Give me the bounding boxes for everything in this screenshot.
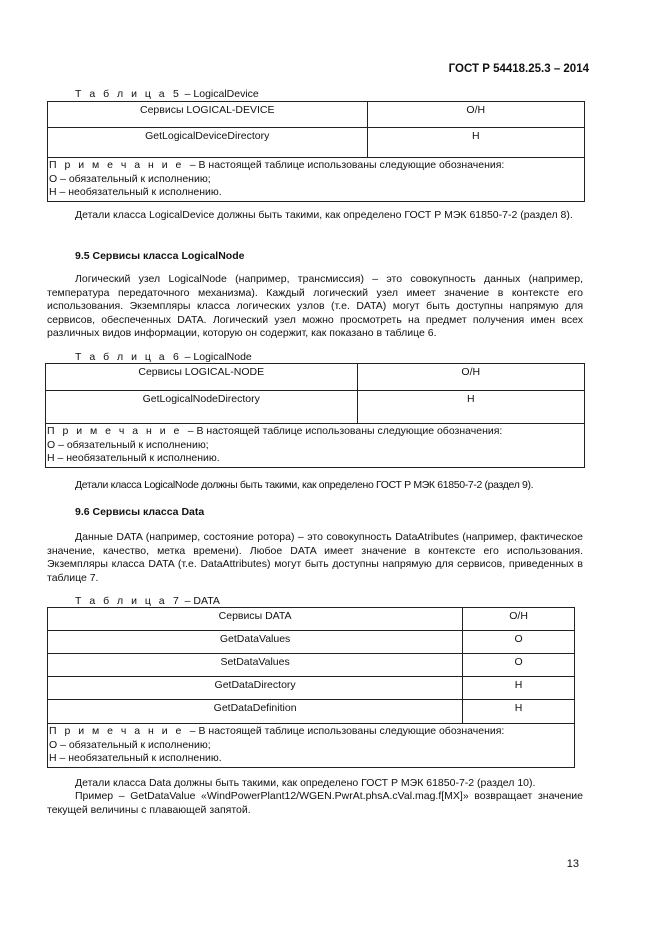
table-7 — [47, 607, 575, 768]
column-header-services: Сервисы LOGICAL-NODE — [46, 364, 358, 391]
note-optional: Н – необязательный к исполнению. — [49, 186, 222, 198]
oh-cell: Н — [463, 700, 575, 724]
service-cell: GetDataValues — [48, 631, 463, 654]
note-mandatory: О – обязательный к исполнению; — [49, 172, 211, 185]
note-optional: Н – необязательный к исполнению. — [49, 752, 222, 764]
note-text: – В настоящей таблице использованы следующие обозначения: — [183, 725, 505, 737]
page-number: 13 — [566, 858, 579, 870]
note-mandatory: О – обязательный к исполнению; — [49, 738, 211, 751]
table-note — [48, 158, 585, 202]
paragraph: Детали класса LogicalNode должны быть такими, как определено ГОСТ Р МЭК 61850-7-2 (раздел 9). — [75, 479, 534, 491]
table-row — [48, 128, 585, 158]
note-word: П р и м е ч а н и е — [47, 425, 182, 437]
table-row — [48, 654, 575, 677]
table-row — [46, 391, 585, 424]
table-6-caption — [75, 351, 252, 363]
table-6 — [45, 363, 585, 468]
paragraph: Логический узел LogicalNode (например, трансмиссия) – это совокупность данных (например, температура передаточного механизма). Каждый логический узел имеет значение в контексте его использования. Экземпляры класса логических узлов (т.е. DATA) могут быть доступны напрямую для сервисов, обеспеченных DATA. Логический узел можно просмотреть на предмет получения имен всех различных видов информации, которую он содержит, как показано в таблице 6. — [47, 273, 583, 339]
section-heading-9-5: 9.5 Сервисы класса LogicalNode — [75, 250, 245, 262]
table-header-row — [46, 364, 585, 391]
service-cell: GetLogicalNodeDirectory — [46, 391, 358, 424]
table-header-row — [48, 608, 575, 631]
table-row — [48, 631, 575, 654]
caption-title: 7 – DATA — [167, 595, 220, 607]
column-header-oh: O/H — [357, 364, 584, 391]
caption-word: Т а б л и ц а — [75, 595, 168, 607]
note-word: П р и м е ч а н и е — [49, 159, 184, 171]
column-header-oh: O/H — [367, 102, 585, 128]
column-header-services: Сервисы DATA — [48, 608, 463, 631]
column-header-services: Сервисы LOGICAL-DEVICE — [48, 102, 368, 128]
table-note-row — [48, 158, 585, 202]
service-cell: GetLogicalDeviceDirectory — [48, 128, 368, 158]
note-word: П р и м е ч а н и е — [49, 725, 184, 737]
oh-cell: Н — [463, 677, 575, 700]
note-mandatory: О – обязательный к исполнению; — [47, 438, 209, 451]
table-note-row — [46, 424, 585, 468]
oh-cell: H — [357, 391, 584, 424]
section-heading-9-6: 9.6 Сервисы класса Data — [75, 506, 205, 518]
caption-title: 6 – LogicalNode — [167, 351, 252, 363]
table-5-caption — [75, 88, 259, 100]
paragraph: Детали класса Data должны быть такими, как определено ГОСТ Р МЭК 61850-7-2 (раздел 10). — [75, 777, 536, 789]
column-header-oh: O/H — [463, 608, 575, 631]
oh-cell: H — [367, 128, 585, 158]
service-cell: SetDataValues — [48, 654, 463, 677]
table-note — [48, 724, 575, 768]
service-cell: GetDataDefinition — [48, 700, 463, 724]
service-cell: GetDataDirectory — [48, 677, 463, 700]
paragraph-example: Пример – GetDataValue «WindPowerPlant12/WGEN.PwrAt.phsA.cVal.mag.f[MX]» возвращает значение текущей величины с плавающей запятой. — [47, 790, 583, 816]
table-7-caption — [75, 595, 220, 607]
document-header: ГОСТ Р 54418.25.3 – 2014 — [448, 63, 589, 75]
paragraph: Данные DATA (например, состояние ротора) – это совокупность DataAtributes (например, фактическое значение, качество, метка времени). Любое DATA имеет значение в контексте его использования. Экземпляры класса DATA (т.е. DataAttributes) могут быть доступны напрямую для сервисов, приведенных в таблице 7. — [47, 531, 583, 584]
note-text: – В настоящей таблице использованы следующие обозначения: — [183, 159, 505, 171]
table-note — [46, 424, 585, 468]
table-note-row — [48, 724, 575, 768]
table-row — [48, 700, 575, 724]
oh-cell: О — [463, 654, 575, 677]
table-5 — [47, 101, 585, 202]
note-optional: Н – необязательный к исполнению. — [47, 452, 220, 464]
note-text: – В настоящей таблице использованы следующие обозначения: — [181, 425, 503, 437]
oh-cell: О — [463, 631, 575, 654]
table-row — [48, 677, 575, 700]
paragraph: Детали класса LogicalDevice должны быть такими, как определено ГОСТ Р МЭК 61850-7-2 (раздел 8). — [75, 209, 573, 221]
caption-word: Т а б л и ц а — [75, 351, 168, 363]
caption-word: Т а б л и ц а — [75, 88, 168, 100]
caption-title: 5 – LogicalDevice — [167, 88, 259, 100]
table-header-row — [48, 102, 585, 128]
